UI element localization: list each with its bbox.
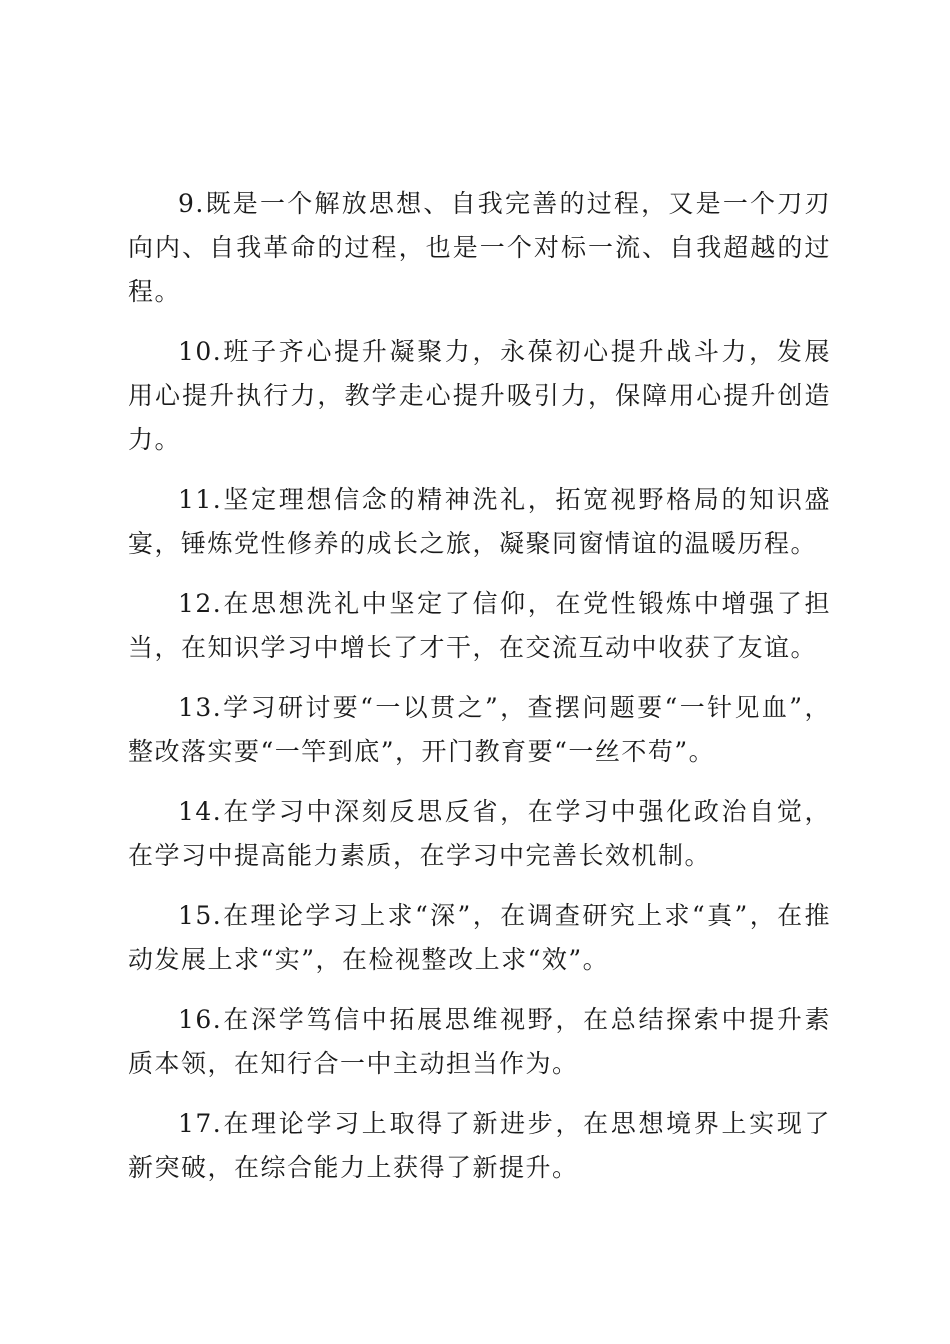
- paragraph-14: 14.在学习中深刻反思反省，在学习中强化政治自觉，在学习中提高能力素质，在学习中完善长效机制。: [128, 797, 831, 870]
- paragraph-11: 11.坚定理想信念的精神洗礼，拓宽视野格局的知识盛宴，锤炼党性修养的成长之旅，凝聚同窗情谊的温暖历程。: [128, 485, 831, 558]
- document-body: [128, 182, 831, 1206]
- paragraph-15: 15.在理论学习上求“深”，在调查研究上求“真”，在推动发展上求“实”，在检视整改上求“效”。: [128, 901, 831, 974]
- paragraph-9: 9.既是一个解放思想、自我完善的过程，又是一个刀刃向内、自我革命的过程，也是一个对标一流、自我超越的过程。: [128, 189, 831, 306]
- paragraph-13: 13.学习研讨要“一以贯之”，查摆问题要“一针见血”，整改落实要“一竿到底”，开门教育要“一丝不苟”。: [128, 693, 831, 766]
- paragraph-17: 17.在理论学习上取得了新进步，在思想境界上实现了新突破，在综合能力上获得了新提升。: [128, 1109, 831, 1182]
- paragraph-16: 16.在深学笃信中拓展思维视野，在总结探索中提升素质本领，在知行合一中主动担当作为。: [128, 1005, 831, 1078]
- paragraph-10: 10.班子齐心提升凝聚力，永葆初心提升战斗力，发展用心提升执行力，教学走心提升吸引力，保障用心提升创造力。: [128, 337, 831, 454]
- paragraph-12: 12.在思想洗礼中坚定了信仰，在党性锻炼中增强了担当，在知识学习中增长了才干，在交流互动中收获了友谊。: [128, 589, 831, 662]
